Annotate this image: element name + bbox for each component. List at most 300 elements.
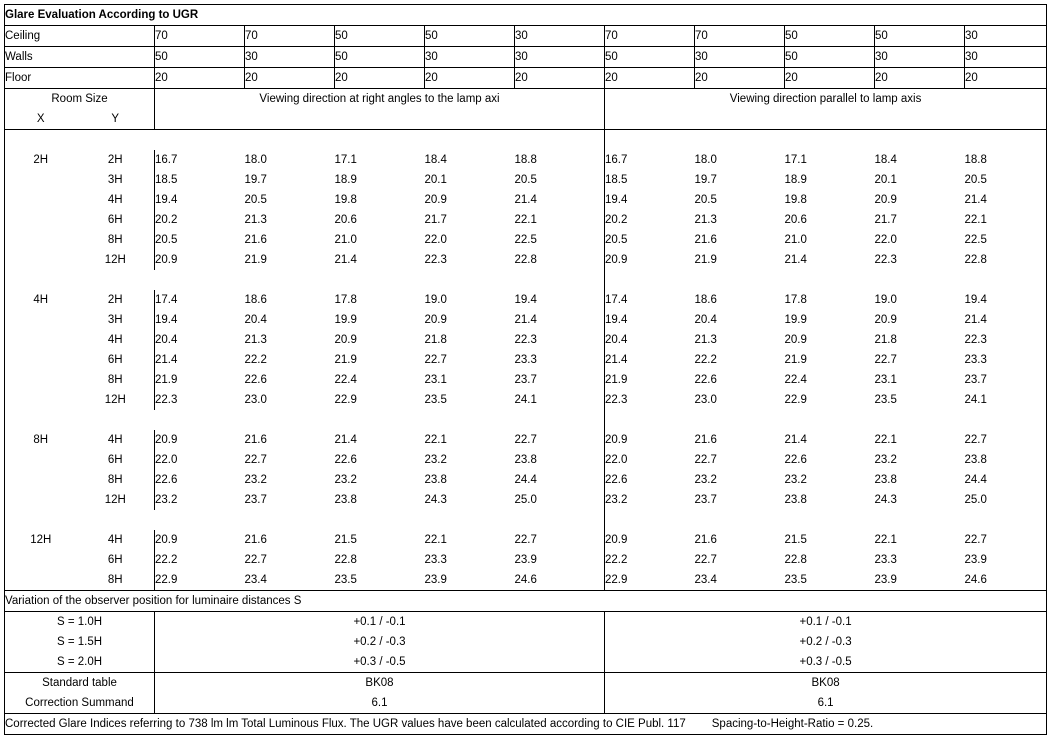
table-row [5,550,1047,570]
ugr-value: 23.2 [334,474,357,486]
ugr-value: 19.0 [874,294,897,306]
ugr-value: 22.3 [155,390,245,410]
correction-summand-label: Correction Summand [5,693,155,714]
ugr-value: 22.1 [424,434,447,446]
axis-header-row [5,109,1047,130]
ugr-value: 21.4 [514,194,537,206]
ugr-value: 22.7 [514,434,537,446]
row-y-label: 3H [107,174,123,186]
floor-value: 20 [425,68,515,89]
walls-value: 30 [245,47,335,68]
ugr-value: 20.5 [605,230,695,250]
ugr-value: 19.7 [244,174,267,186]
standard-table-label: Standard table [5,673,155,694]
variation-label: S = 1.0H [5,612,155,633]
variation-row [5,632,1047,652]
walls-value: 30 [515,47,605,68]
table-row [5,190,1047,210]
walls-value: 50 [155,47,245,68]
row-label-floor: Floor [5,68,155,89]
axis-label-x: X [5,109,77,130]
ugr-value: 22.3 [605,390,695,410]
table-row [5,170,1047,190]
ugr-value: 20.9 [605,250,695,270]
ugr-value: 23.9 [965,550,1047,570]
ugr-table [4,4,1047,735]
floor-value: 20 [785,68,875,89]
ugr-value: 22.7 [424,354,447,366]
group-x-label: 2H [5,150,77,170]
row-y-label: 6H [107,214,123,226]
variation-label: S = 1.5H [5,632,155,652]
ugr-value: 22.7 [965,530,1047,550]
floor-value: 20 [515,68,605,89]
row-y-label: 4H [107,534,123,546]
ugr-value: 23.4 [245,570,335,591]
ugr-value: 23.2 [424,454,447,466]
table-row [5,47,1047,68]
ugr-value: 24.1 [514,394,537,406]
ugr-value: 22.6 [694,374,717,386]
ugr-value: 20.6 [784,214,807,226]
ugr-value: 22.1 [874,434,897,446]
ugr-value: 20.9 [424,314,447,326]
ugr-value: 22.1 [514,214,537,226]
ugr-value: 19.4 [965,290,1047,310]
ugr-value: 21.9 [694,254,717,266]
floor-value: 20 [965,68,1047,89]
ceiling-value: 50 [425,26,515,47]
direction-header-row [5,89,1047,110]
ugr-value: 20.9 [605,530,695,550]
ugr-value: 25.0 [514,494,537,506]
ugr-value: 21.4 [514,314,537,326]
table-row [5,370,1047,390]
ceiling-value: 70 [695,26,785,47]
correction-summand-value-perpendicular: 6.1 [155,693,605,714]
ugr-value: 23.8 [965,450,1047,470]
table-row [5,26,1047,47]
walls-value: 30 [425,47,515,68]
header-underline-parallel [605,109,1047,130]
ugr-value: 17.8 [784,294,807,306]
ugr-value: 22.3 [965,330,1047,350]
ugr-value: 23.3 [424,554,447,566]
group-spacer [5,510,1047,530]
ugr-value: 20.9 [784,334,807,346]
walls-value: 50 [605,47,695,68]
ugr-value: 22.6 [334,454,357,466]
ugr-value: 21.4 [784,254,807,266]
ugr-value: 20.9 [424,194,447,206]
ugr-value: 20.6 [334,214,357,226]
ugr-value: 24.1 [965,390,1047,410]
ugr-value: 23.5 [424,394,447,406]
ugr-value: 17.4 [155,290,245,310]
ugr-value: 18.6 [694,294,717,306]
ugr-value: 22.7 [244,554,267,566]
row-y-label: 8H [107,474,123,486]
ugr-value: 21.5 [334,534,357,546]
variation-value-perpendicular: +0.1 / -0.1 [155,612,605,633]
ugr-value: 22.6 [155,470,245,490]
ugr-value: 19.7 [694,174,717,186]
ugr-value: 23.2 [694,474,717,486]
table-row [5,210,1047,230]
ugr-value: 21.7 [874,214,897,226]
standard-table-value-perpendicular: BK08 [155,673,605,694]
row-y-label: 12H [104,254,126,266]
ugr-value: 20.5 [155,230,245,250]
ugr-value: 20.2 [605,210,695,230]
ugr-value: 23.3 [965,350,1047,370]
table-row [5,230,1047,250]
ugr-value: 21.4 [334,254,357,266]
variation-title: Variation of the observer position for luminaire distances S [5,591,1047,612]
ugr-value: 20.4 [155,330,245,350]
floor-value: 20 [245,68,335,89]
ugr-value: 20.9 [334,334,357,346]
row-label-ceiling: Ceiling [5,26,155,47]
ugr-value: 23.7 [514,374,537,386]
ugr-value: 20.2 [155,210,245,230]
ugr-value: 20.1 [874,174,897,186]
ugr-value: 19.9 [334,314,357,326]
variation-value-parallel: +0.2 / -0.3 [605,632,1047,652]
ugr-value: 23.8 [424,474,447,486]
ugr-value: 21.4 [965,310,1047,330]
ugr-value: 18.6 [244,294,267,306]
row-y-label: 12H [104,394,126,406]
variation-value-parallel: +0.3 / -0.5 [605,652,1047,673]
table-row [5,490,1047,510]
ugr-value: 22.3 [514,334,537,346]
ugr-value: 21.9 [605,370,695,390]
ugr-value: 23.2 [605,490,695,510]
ugr-value: 21.4 [784,434,807,446]
ceiling-value: 70 [155,26,245,47]
ugr-value: 24.4 [965,470,1047,490]
floor-value: 20 [875,68,965,89]
ugr-value: 21.6 [694,234,717,246]
ugr-value: 18.8 [965,150,1047,170]
group-x-label: 12H [5,530,77,550]
floor-value: 20 [605,68,695,89]
ugr-value: 19.8 [784,194,807,206]
ugr-value: 22.2 [694,354,717,366]
ugr-value: 23.5 [335,570,425,591]
table-row [5,290,1047,310]
walls-value: 30 [875,47,965,68]
table-row [5,470,1047,490]
variation-row [5,652,1047,673]
ugr-value: 23.3 [514,354,537,366]
ugr-value: 22.8 [965,250,1047,270]
ugr-value: 22.3 [874,254,897,266]
ugr-value: 21.9 [334,354,357,366]
ugr-value: 21.6 [694,434,717,446]
ugr-value: 23.7 [694,494,717,506]
row-y-label: 4H [107,334,123,346]
room-size-header: Room Size [5,89,155,110]
variation-value-perpendicular: +0.3 / -0.5 [155,652,605,673]
ugr-value: 19.4 [155,310,245,330]
ugr-value: 20.1 [424,174,447,186]
ugr-value: 19.4 [605,310,695,330]
ceiling-value: 30 [515,26,605,47]
variation-label: S = 2.0H [5,652,155,673]
ugr-value: 23.1 [424,374,447,386]
ugr-value: 22.3 [424,254,447,266]
ugr-value: 21.6 [244,434,267,446]
ugr-value: 22.7 [244,454,267,466]
ugr-value: 22.5 [965,230,1047,250]
table-row [5,250,1047,270]
ugr-value: 22.1 [874,534,897,546]
ugr-value: 22.9 [605,570,695,591]
ugr-value: 24.6 [965,570,1047,591]
ugr-value: 23.9 [875,570,965,591]
ugr-value: 23.8 [514,454,537,466]
ugr-value: 20.5 [514,174,537,186]
ugr-value: 22.1 [424,534,447,546]
axis-label-y: Y [77,109,155,130]
standard-table-value-parallel: BK08 [605,673,1047,694]
floor-value: 20 [695,68,785,89]
ugr-value: 21.3 [244,214,267,226]
page-title: Glare Evaluation According to UGR [5,5,1047,26]
ugr-value: 22.8 [784,554,807,566]
ugr-value: 20.4 [605,330,695,350]
ugr-value: 22.2 [605,550,695,570]
ugr-value: 22.4 [784,374,807,386]
ugr-value: 18.9 [784,174,807,186]
table-row [5,68,1047,89]
ugr-value: 21.0 [784,234,807,246]
ugr-value: 21.4 [965,190,1047,210]
ugr-value: 22.0 [155,450,245,470]
ugr-value: 22.2 [155,550,245,570]
row-y-label: 4H [107,434,123,446]
walls-value: 30 [695,47,785,68]
table-row [5,530,1047,550]
variation-value-parallel: +0.1 / -0.1 [605,612,1047,633]
variation-row [5,612,1047,633]
group-x-label: 4H [5,290,77,310]
row-y-label: 6H [107,454,123,466]
ugr-value: 21.3 [694,214,717,226]
ugr-value: 23.7 [244,494,267,506]
ugr-value: 22.6 [244,374,267,386]
table-row [5,150,1047,170]
row-y-label: 2H [107,154,123,166]
ugr-value: 19.8 [334,194,357,206]
ugr-value: 23.8 [334,494,357,506]
row-y-label: 12H [104,494,126,506]
ugr-value: 22.7 [694,554,717,566]
table-row [5,350,1047,370]
ugr-value: 20.5 [694,194,717,206]
ugr-value: 20.5 [965,170,1047,190]
ceiling-value: 70 [245,26,335,47]
variation-value-perpendicular: +0.2 / -0.3 [155,632,605,652]
ugr-value: 23.1 [874,374,897,386]
table-row [5,570,1047,591]
ugr-value: 21.0 [334,234,357,246]
group-spacer [5,410,1047,430]
row-y-label: 3H [107,314,123,326]
ugr-value: 17.4 [605,290,695,310]
group-x-label: 8H [5,430,77,450]
ugr-value: 23.2 [244,474,267,486]
ugr-value: 23.8 [874,474,897,486]
ugr-value: 22.9 [334,394,357,406]
ugr-value: 23.2 [784,474,807,486]
ugr-value: 21.3 [244,334,267,346]
direction-header-parallel: Viewing direction parallel to lamp axis [605,89,1047,110]
floor-value: 20 [335,68,425,89]
footnote-extra: Spacing-to-Height-Ratio = 0.25. [711,718,874,730]
ugr-value: 24.4 [514,474,537,486]
ugr-value: 22.7 [514,534,537,546]
ugr-value: 21.7 [424,214,447,226]
ugr-value: 22.0 [874,234,897,246]
ugr-value: 19.4 [155,190,245,210]
ceiling-value: 50 [875,26,965,47]
ugr-value: 18.5 [605,170,695,190]
header-underline-perpendicular [155,109,605,130]
ugr-value: 22.9 [155,570,245,591]
ugr-value: 18.4 [424,154,447,166]
group-spacer [5,130,1047,151]
ugr-value: 21.8 [874,334,897,346]
ugr-value: 16.7 [605,150,695,170]
ugr-value: 20.4 [244,314,267,326]
row-y-label: 8H [107,374,123,386]
ugr-value: 20.9 [155,250,245,270]
ugr-value: 22.6 [605,470,695,490]
ugr-value: 16.7 [155,150,245,170]
ugr-value: 18.8 [514,154,537,166]
row-y-label: 8H [107,234,123,246]
ugr-value: 18.5 [155,170,245,190]
variation-title-row [5,591,1047,612]
title-row [5,5,1047,26]
ugr-value: 22.0 [605,450,695,470]
ugr-value: 18.9 [334,174,357,186]
ugr-value: 17.1 [334,154,357,166]
ugr-value: 21.9 [784,354,807,366]
ugr-value: 19.4 [605,190,695,210]
ugr-value: 23.0 [694,394,717,406]
ugr-value: 20.5 [244,194,267,206]
ugr-value: 18.4 [874,154,897,166]
footnote-main: Corrected Glare Indices referring to 738 lm lm Total Luminous Flux. The UGR values have been calculated according to CIE Publ. 117 [5,718,686,730]
ugr-value: 22.7 [965,430,1047,450]
walls-value: 50 [785,47,875,68]
ugr-value: 18.0 [244,154,267,166]
table-row [5,430,1047,450]
ugr-value: 21.6 [694,534,717,546]
table-row [5,330,1047,350]
ugr-value: 21.4 [155,350,245,370]
ugr-value: 22.6 [784,454,807,466]
row-y-label: 2H [107,294,123,306]
floor-value: 20 [155,68,245,89]
row-label-walls: Walls [5,47,155,68]
group-spacer [5,270,1047,290]
walls-value: 50 [335,47,425,68]
ugr-value: 21.9 [244,254,267,266]
ugr-value: 19.4 [514,294,537,306]
ugr-value: 22.7 [874,354,897,366]
ugr-value: 25.0 [965,490,1047,510]
ugr-value: 22.2 [244,354,267,366]
standard-table-row [5,673,1047,694]
ugr-value: 21.9 [155,370,245,390]
ugr-value: 23.9 [425,570,515,591]
footnote [5,714,1047,735]
correction-summand-value-parallel: 6.1 [605,693,1047,714]
ugr-value: 19.9 [784,314,807,326]
row-y-label: 6H [107,554,123,566]
ugr-value: 23.5 [874,394,897,406]
row-y-label: 8H [77,570,155,591]
ugr-value: 17.8 [334,294,357,306]
table-row [5,390,1047,410]
ugr-value: 22.7 [694,454,717,466]
ugr-value: 20.4 [694,314,717,326]
ugr-value: 23.8 [784,494,807,506]
ugr-value: 24.3 [424,494,447,506]
ugr-value: 22.4 [334,374,357,386]
ugr-value: 20.9 [874,194,897,206]
ugr-value: 23.3 [874,554,897,566]
ugr-value: 23.9 [514,554,537,566]
ugr-value: 24.6 [515,570,605,591]
ugr-value: 23.5 [785,570,875,591]
ceiling-value: 50 [785,26,875,47]
correction-summand-row [5,693,1047,714]
ugr-value: 22.8 [334,554,357,566]
ugr-value: 20.9 [874,314,897,326]
ugr-value: 23.2 [874,454,897,466]
ugr-value: 19.0 [424,294,447,306]
ugr-value: 23.7 [965,370,1047,390]
ceiling-value: 70 [605,26,695,47]
ugr-value: 23.2 [155,490,245,510]
ugr-value: 23.0 [244,394,267,406]
table-row [5,450,1047,470]
ugr-value: 22.8 [514,254,537,266]
ugr-value: 21.6 [244,234,267,246]
row-y-label: 6H [107,354,123,366]
ugr-value: 21.6 [244,534,267,546]
direction-header-perpendicular: Viewing direction at right angles to the lamp axi [155,89,605,110]
walls-value: 30 [965,47,1047,68]
ugr-value: 21.4 [605,350,695,370]
ugr-value: 20.9 [155,530,245,550]
footnote-row [5,714,1047,735]
ugr-value: 23.4 [695,570,785,591]
ugr-value: 21.5 [784,534,807,546]
ceiling-value: 30 [965,26,1047,47]
row-y-label: 4H [107,194,123,206]
ugr-value: 22.9 [784,394,807,406]
ugr-value: 21.8 [424,334,447,346]
ugr-value: 21.4 [334,434,357,446]
table-row [5,310,1047,330]
